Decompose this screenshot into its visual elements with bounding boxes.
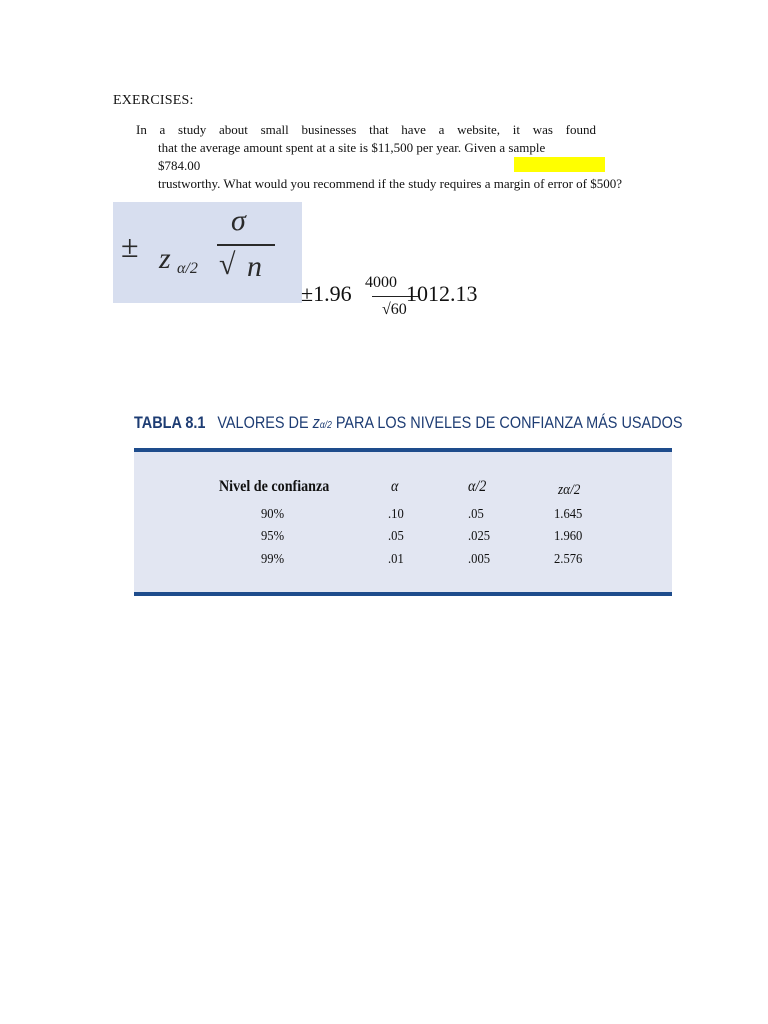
formula-z: z	[159, 242, 171, 275]
table-title-pre: VALORES DE	[217, 413, 309, 432]
formula-n: n	[247, 250, 262, 283]
header-nivel: Nivel de confianza	[219, 478, 330, 495]
calc-numerator: 4000	[365, 274, 397, 291]
problem-text	[136, 121, 623, 193]
table-cell: .005	[468, 552, 491, 567]
table-cell: .025	[468, 529, 491, 544]
table-cell: 2.576	[554, 552, 583, 567]
table-cell: 90%	[261, 507, 285, 522]
table-cell: .05	[468, 507, 484, 522]
margin-of-error-formula-image	[113, 202, 302, 303]
problem-line-3: $784.00	[158, 158, 201, 173]
formula-subscript: α/2	[177, 260, 198, 277]
header-z: zα/2	[558, 482, 581, 498]
table-cell: 1.960	[554, 529, 583, 544]
formula-radical: √	[219, 248, 236, 281]
problem-line-4: trustworthy. What would you recommend if the study requires a margin of error of $500?	[158, 176, 623, 191]
table-title-post: PARA LOS NIVELES DE CONFIANZA MÁS USADOS	[335, 413, 683, 432]
calc-prefix: ±1.96	[301, 281, 352, 306]
table-title-z: zα/2	[312, 413, 332, 432]
table-number: TABLA 8.1	[134, 413, 206, 432]
calc-result: 1012.13	[406, 281, 478, 306]
problem-line-1: In a study about small businesses that have a website, it was found	[136, 122, 596, 137]
header-alpha-half: α/2	[468, 478, 487, 495]
table-cell: .10	[388, 507, 404, 522]
exercises-heading: EXERCISES:	[113, 93, 194, 108]
formula-plusminus: ±	[121, 228, 139, 264]
calc-denominator: √60	[382, 301, 407, 318]
formula-fraction-bar	[217, 244, 275, 246]
table-title	[134, 413, 682, 433]
table-cell: .05	[388, 529, 404, 544]
header-alpha: α	[391, 478, 399, 495]
table-cell: 99%	[261, 552, 285, 567]
problem-line-2: that the average amount spent at a site is $11,500 per year. Given a sample	[158, 140, 546, 155]
table-cell: 95%	[261, 529, 285, 544]
formula-sigma: σ	[231, 204, 246, 237]
table-cell: .01	[388, 552, 404, 567]
table-cell: 1.645	[554, 507, 583, 522]
